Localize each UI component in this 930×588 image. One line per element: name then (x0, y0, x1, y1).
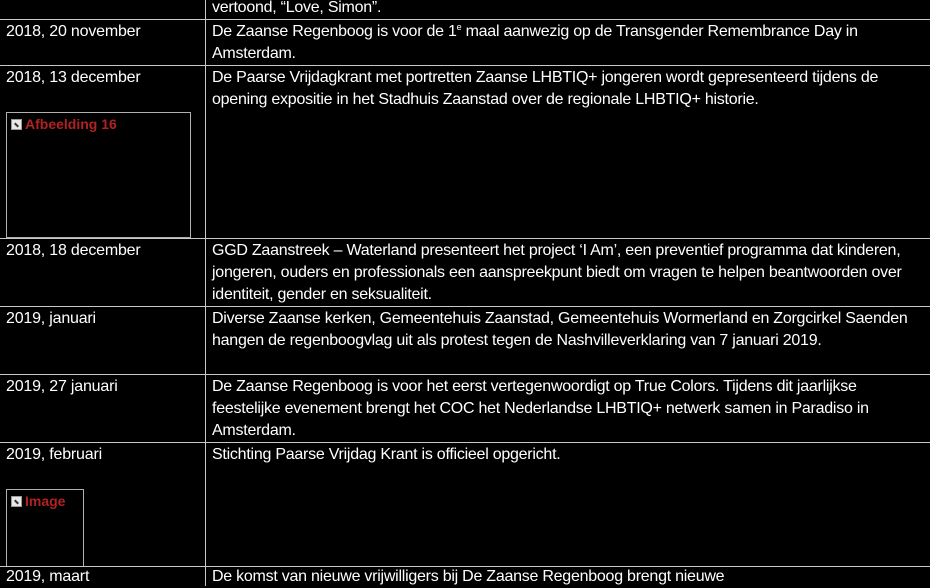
column-divider (205, 66, 206, 238)
table-row (0, 65, 930, 238)
row-date: 2019, 27 januari (6, 378, 118, 395)
row-date: 2018, 13 december (6, 69, 141, 86)
column-divider (205, 0, 206, 20)
row-description: GGD Zaanstreek – Waterland presenteert het project ‘I Am’, een preventief programma dat kinderen, jongeren, ouders en professionals een aanspreekpunt biedt om vragen te helpen beantwoorden over identiteit, gender en seksualiteit. (212, 242, 902, 303)
column-divider (205, 239, 206, 306)
broken-image-icon (11, 119, 22, 130)
row-description: vertoond, “Love, Simon”. (212, 0, 382, 16)
image-alt-text: Afbeelding 16 (25, 116, 117, 132)
table-row (0, 566, 930, 586)
table-row (0, 19, 930, 65)
broken-image-placeholder (11, 494, 65, 508)
column-divider (205, 20, 206, 65)
table-row (0, 374, 930, 442)
row-date: 2019, maart (6, 568, 90, 585)
broken-image-placeholder (11, 117, 117, 131)
column-divider (205, 375, 206, 442)
image-alt-text: Image (25, 493, 66, 509)
row-description: De Zaanse Regenboog is voor de 1e maal aanwezig op de Transgender Remembrance Day in Amsterdam. (212, 22, 858, 62)
table-row (0, 0, 930, 20)
row-description: De komst van nieuwe vrijwilligers bij De Zaanse Regenboog brengt nieuwe (212, 568, 725, 585)
row-date: 2019, januari (6, 310, 96, 327)
row-date: 2018, 20 november (6, 23, 141, 40)
column-divider (205, 443, 206, 566)
row-description: Diverse Zaanse kerken, Gemeentehuis Zaanstad, Gemeentehuis Wormerland en Zorgcirkel Saenden hangen de regenboogvlag uit als protest tegen de Nashvilleverklaring van 7 januari 2019. (212, 310, 908, 349)
row-date: 2019, februari (6, 446, 102, 463)
row-description: Stichting Paarse Vrijdag Krant is officieel opgericht. (212, 446, 561, 463)
broken-image (6, 112, 191, 238)
table-row (0, 306, 930, 374)
table-row (0, 442, 930, 566)
broken-image-icon (11, 496, 22, 507)
broken-image (6, 489, 84, 567)
column-divider (205, 567, 206, 586)
row-description: De Paarse Vrijdagkrant met portretten Zaanse LHBTIQ+ jongeren wordt gepresenteerd tijdens de opening expositie in het Stadhuis Zaanstad over de regionale LHBTIQ+ historie. (212, 69, 879, 108)
row-description: De Zaanse Regenboog is voor het eerst vertegenwoordigt op True Colors. Tijdens dit jaarlijkse feestelijke evenement brengt het COC het Nederlandse LHBTIQ+ netwerk samen in Paradiso in Amsterdam. (212, 378, 869, 439)
row-date: 2018, 18 december (6, 242, 141, 259)
column-divider (205, 307, 206, 374)
table-row (0, 238, 930, 306)
